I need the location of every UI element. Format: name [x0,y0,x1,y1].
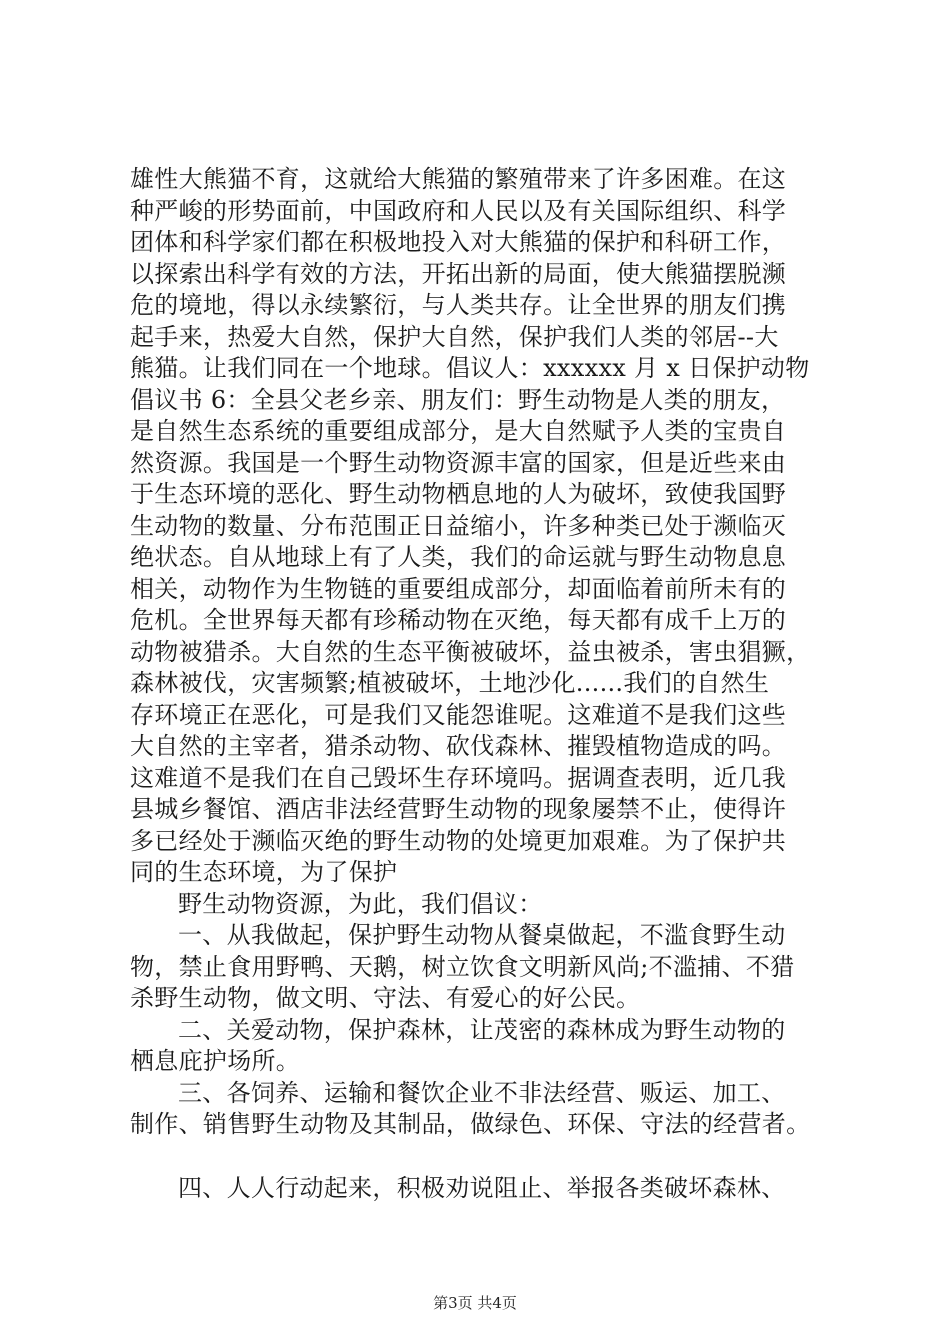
proposal-item-line: 四、人人行动起来，积极劝说阻止、举报各类破坏森林、 [178,1173,786,1202]
text-line: 熊猫。让我们同在一个地球。倡议人：xxxxxx 月 x 日保护动物 [130,354,810,382]
text-line: 县城乡餐馆、酒店非法经营野生动物的现象屡禁不止，使得许 [130,795,787,823]
text-line: 危的境地，得以永续繁衍，与人类共存。让全世界的朋友们携 [130,291,787,319]
proposal-item-line: 二、关爱动物，保护森林，让茂密的森林成为野生动物的 [178,1015,786,1044]
document-body [130,164,840,1204]
proposal-item-line: 一、从我做起，保护野生动物从餐桌做起，不滥食野生动 [178,921,786,949]
text-line: 这难道不是我们在自己毁坏生存环境吗。据调查表明，近几我 [130,763,787,792]
text-line: 生动物的数量、分布范围正日益缩小，许多种类已处于濒临灭 [130,511,787,540]
text-line: 种严峻的形势面前，中国政府和人民以及有关国际组织、科学 [130,196,787,225]
text-line: 森林被伐，灾害频繁;植被破坏，土地沙化......我们的自然生 [130,669,770,697]
text-line: 团体和科学家们都在积极地投入对大熊猫的保护和科研工作， [130,228,787,256]
text-line: 倡议书 6：全县父老乡亲、朋友们：野生动物是人类的朋友， [130,385,786,414]
proposal-item-line: 栖息庇护场所。 [130,1047,301,1075]
proposal-item-3 [130,1078,840,1141]
text-line: 大自然的主宰者，猎杀动物、砍伐森林、摧毁植物造成的吗。 [130,732,787,760]
text-line: 危机。全世界每天都有珍稀动物在灭绝，每天都有成千上万的 [130,606,787,634]
text-line: 于生态环境的恶化、野生动物栖息地的人为破坏，致使我国野 [130,480,787,508]
text-line: 起手来，热爱大自然，保护大自然，保护我们人类的邻居--大 [130,322,779,351]
proposal-item-line: 三、各饲养、运输和餐饮企业不非法经营、贩运、加工、 [178,1078,786,1107]
proposal-item-2 [130,1015,840,1078]
text-line: 然资源。我国是一个野生动物资源丰富的国家，但是近些来由 [130,448,787,477]
proposal-item-4 [130,1173,840,1205]
text-line: 雄性大熊猫不育，这就给大熊猫的繁殖带来了许多困难。在这 [130,165,787,193]
text-line: 同的生态环境，为了保护 [130,858,398,886]
text-line: 动物被猎杀。大自然的生态平衡被破坏，益虫被杀，害虫猖獗， [130,637,811,666]
page-number-footer: 第3页 共4页 [433,1294,517,1312]
proposal-item-line: 制作、销售野生动物及其制品，做绿色、环保、守法的经营者。 [130,1110,811,1138]
text-line: 相关，动物作为生物链的重要组成部分，却面临着前所未有的 [130,574,787,603]
text-line: 以探索出科学有效的方法，开拓出新的局面，使大熊猫摆脱濒 [130,259,787,288]
text-line: 多已经处于濒临灭绝的野生动物的处境更加艰难。为了保护共 [130,826,787,855]
text-line: 存环境正在恶化，可是我们又能怨谁呢。这难道不是我们这些 [130,700,787,729]
proposal-intro: 野生动物资源，为此，我们倡议： [178,889,543,918]
text-line: 是自然生态系统的重要组成部分，是大自然赋予人类的宝贵自 [130,417,787,445]
proposal-item-line: 物，禁止食用野鸭、天鹅，树立饮食文明新风尚;不滥捕、不猎 [130,952,795,981]
paragraph-spacer [130,1141,840,1173]
proposal-item-line: 杀野生动物，做文明、守法、有爱心的好公民。 [130,984,641,1012]
proposal-item-1 [130,920,840,1015]
text-line: 绝状态。自从地球上有了人类，我们的命运就与野生动物息息 [130,543,787,571]
